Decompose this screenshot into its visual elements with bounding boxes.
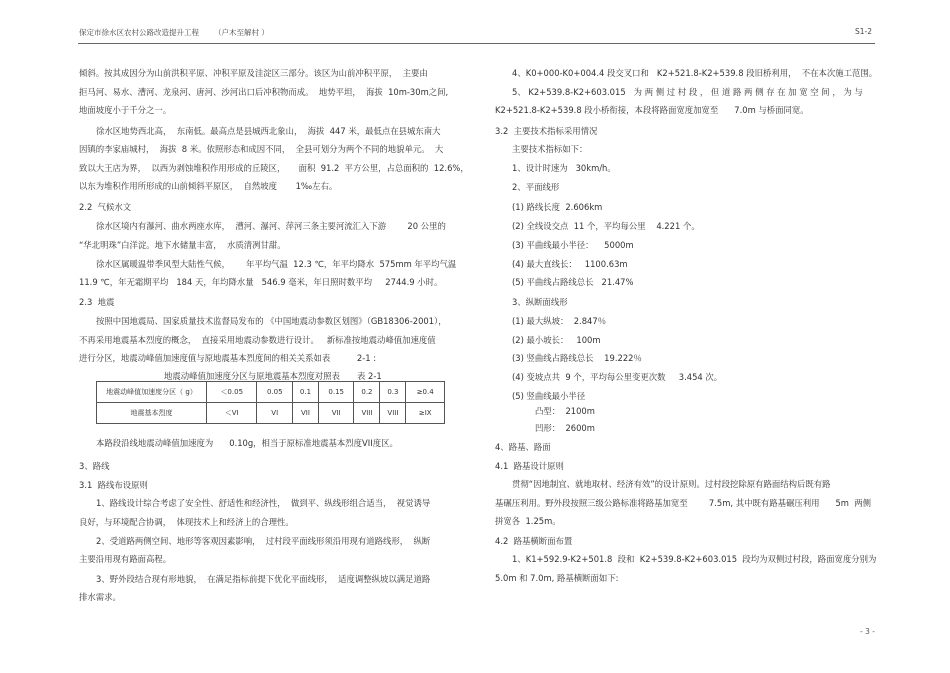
list-item: (2) 最小坡长： 100m xyxy=(512,335,601,345)
text-line: 以东为堆积作用所形成的山前倾斜平原区， 自然坡度 1‰左右。 xyxy=(79,181,338,191)
text-line: K2+521.8-K2+539.8 段小桥衔接，本段将路面宽度加宽至 7.0m 与桥面同宽。 xyxy=(495,105,809,115)
section-heading: 2.2 气候水文 xyxy=(79,202,132,212)
list-item: (1) 路线长度 2.606km xyxy=(512,202,603,212)
section-heading: 4.2 路基横断面布置 xyxy=(495,536,573,546)
table-cell: 0.2 xyxy=(354,382,380,403)
section-heading: 3、路线 xyxy=(79,461,110,471)
list-item: (2) 全线设交点 11 个，平均每公里 4.221 个。 xyxy=(512,221,700,231)
table-cell: ＜0.05 xyxy=(207,382,257,403)
table-cell: 0.15 xyxy=(318,382,354,403)
table-label: 表 2-1 xyxy=(357,371,382,381)
text-line: 徐水区境内有瀑河、曲水两座水库， 漕河、瀑河、萍河三条主要河流汇入下游 20 公里的 xyxy=(96,221,446,231)
table-cell: 0.3 xyxy=(380,382,406,403)
table-row-header: 地震动峰值加速度分区（ g） xyxy=(97,382,207,403)
list-item: (5) 竖曲线最小半径 xyxy=(512,391,586,401)
table-row xyxy=(97,382,445,403)
text-line: 2、受道路两侧空间、地形等客观因素影响， 过村段平面线形须沿用现有道路线形， 纵断 xyxy=(96,536,431,546)
text-line: 按照中国地震局、国家质量技术监督局发布的 《中国地震动参数区划图》（GB18306-2001）， xyxy=(96,316,447,326)
text-line: 本路段沿线地震动峰值加速度为 0.10g，相当于原标准地震基本烈度VII度区。 xyxy=(96,438,398,448)
table-row-header: 地震基本烈度 xyxy=(97,403,207,424)
text-line: 徐水区属暖温带季风型大陆性气候， 年平均气温 12.3 ℃，年平均降水 575mm 年平均气温 xyxy=(96,259,457,269)
header-section: （户木至解村 ） xyxy=(214,28,269,37)
seismic-table xyxy=(96,381,445,424)
text-line: 地面坡度小于千分之一。 xyxy=(79,105,172,115)
text-line: 1、K1+592.9-K2+501.8 段和 K2+539.8-K2+603.015 段均为双侧过村段，路面宽度分别为 xyxy=(512,554,877,564)
section-heading: 4.1 路基设计原则 xyxy=(495,461,564,471)
list-item: (4) 变坡点共 9 个，平均每公里变更次数 3.454 次。 xyxy=(512,372,723,382)
list-item: 凸型： 2100m xyxy=(535,406,595,416)
table-caption: 地震动峰值加速度分区与原地震基本烈度对照表 xyxy=(164,371,340,381)
table-cell: VII xyxy=(292,403,318,424)
section-heading: 4、路基、路面 xyxy=(495,442,551,452)
text-line: 11.9 ℃，年无霜期平均 184 天，年均降水量 546.9 毫米，年日照时数平均 2744.9 小时。 xyxy=(79,277,443,287)
list-item: (3) 平曲线最小半径： 5000m xyxy=(512,240,634,250)
table-cell: 0.1 xyxy=(292,382,318,403)
text-line: 贯彻“因地制宜、就地取材、经济有效”的设计原则。过村段挖除原有路面结构后既有路 xyxy=(512,479,831,489)
header-project: 保定市徐水区农村公路改造提升工程 xyxy=(79,28,199,37)
text-line: 不再采用地震基本烈度的概念， 直接采用地震动参数进行设计。 新标准按地震动峰值加速度值 xyxy=(79,335,436,345)
text-line: 良好，与环境配合协调， 体现技术上和经济上的合理性。 xyxy=(79,517,294,527)
text-line: 1、路线设计综合考虑了安全性、舒适性和经济性， 做到平、纵线形组合适当， 视觉诱导 xyxy=(96,498,431,508)
text-line: 主要技术指标如下： xyxy=(512,144,588,154)
section-heading: 3.1 路线布设原则 xyxy=(79,480,148,490)
list-item: 凹形： 2600m xyxy=(535,423,595,433)
list-item: (4) 最大直线长： 1100.63m xyxy=(512,259,628,269)
text-line: 2、平面线形 xyxy=(512,182,560,192)
table-cell: ≥0.4 xyxy=(406,382,445,403)
section-heading: 3.2 主要技术指标采用情况 xyxy=(495,126,598,136)
text-line: 主要沿用现有路面高程。 xyxy=(79,554,172,564)
table-cell: ＜VI xyxy=(207,403,257,424)
text-line: 致以大王店为界， 以西为剥蚀堆积作用形成的丘陵区， 面积 91.2 平方公里，占总面积的 12.6%， xyxy=(79,163,469,173)
list-item: (1) 最大纵坡： 2.847％ xyxy=(512,316,607,326)
text-line: 排水需求。 xyxy=(79,592,121,602)
text-line: 3、纵断面线形 xyxy=(512,297,568,307)
text-line: 因镇的李家庙城村， 海拔 8 米。依照形态和成因不同， 全县可划分为两个不同的地貌单元。 大 xyxy=(79,144,444,154)
header-divider xyxy=(78,43,875,44)
text-line: “华北明珠”白洋淀。地下水储量丰富， 水质清冽甘甜。 xyxy=(79,240,286,250)
text-line: 5.0m 和 7.0m, 路基横断面如下: xyxy=(495,573,619,583)
text-line: 4、K0+000-K0+004.4 段交叉口和 K2+521.8-K2+539.8 段旧桥利用， 不在本次施工范围。 xyxy=(512,68,878,78)
table-cell: ≥IX xyxy=(406,403,445,424)
table-cell: VIII xyxy=(380,403,406,424)
table-cell: VII xyxy=(318,403,354,424)
text-line: 倾斜。按其成因分为山前洪积平原、冲积平原及洼淀区三部分。该区为山前冲积平原， 主要由 xyxy=(79,68,428,78)
list-item: (3) 竖曲线占路线总长 19.222％ xyxy=(512,353,642,363)
header-code: S1-2 xyxy=(855,27,873,36)
table-cell: VIII xyxy=(354,403,380,424)
table-row xyxy=(97,403,445,424)
text-line: 3、野外段结合现有形地貌， 在满足指标前提下优化平面线形， 适度调整纵坡以满足道路 xyxy=(96,574,431,584)
page-number: - 3 - xyxy=(860,627,875,636)
section-heading: 2.3 地震 xyxy=(79,297,115,307)
table-cell: VI xyxy=(257,403,293,424)
text-line: 徐水区地势西北高， 东南低。最高点是县城西北象山， 海拔 447 米，最低点在县城东南大 xyxy=(96,126,441,136)
text-line: 1、设计时速为 30km/h。 xyxy=(512,163,616,173)
text-line: 基碾压利用。野外段按照三级公路标准将路基加宽至 7.5m, 其中既有路基碾压利用 5m 两侧 xyxy=(495,498,872,508)
list-item: (5) 平曲线占路线总长 21.47% xyxy=(512,277,634,287)
text-line: 拒马河、易水、漕河、龙泉河、唐河、沙河出口后冲积物而成。 地势平坦， 海拔 10m-30m之间, xyxy=(79,87,449,97)
table-cell: 0.05 xyxy=(257,382,293,403)
text-line: 5、 K2+539.8-K2+603.015 为 两 侧 过 村 段 ， 但 道 路 两 侧 存 在 加 宽 空 间 ， 为 与 xyxy=(512,87,863,97)
text-line: 进行分区，地震动峰值加速度值与原地震基本烈度间的相关关系如表 2-1 : xyxy=(79,353,377,363)
text-line: 拼宽各 1.25m。 xyxy=(495,516,561,526)
